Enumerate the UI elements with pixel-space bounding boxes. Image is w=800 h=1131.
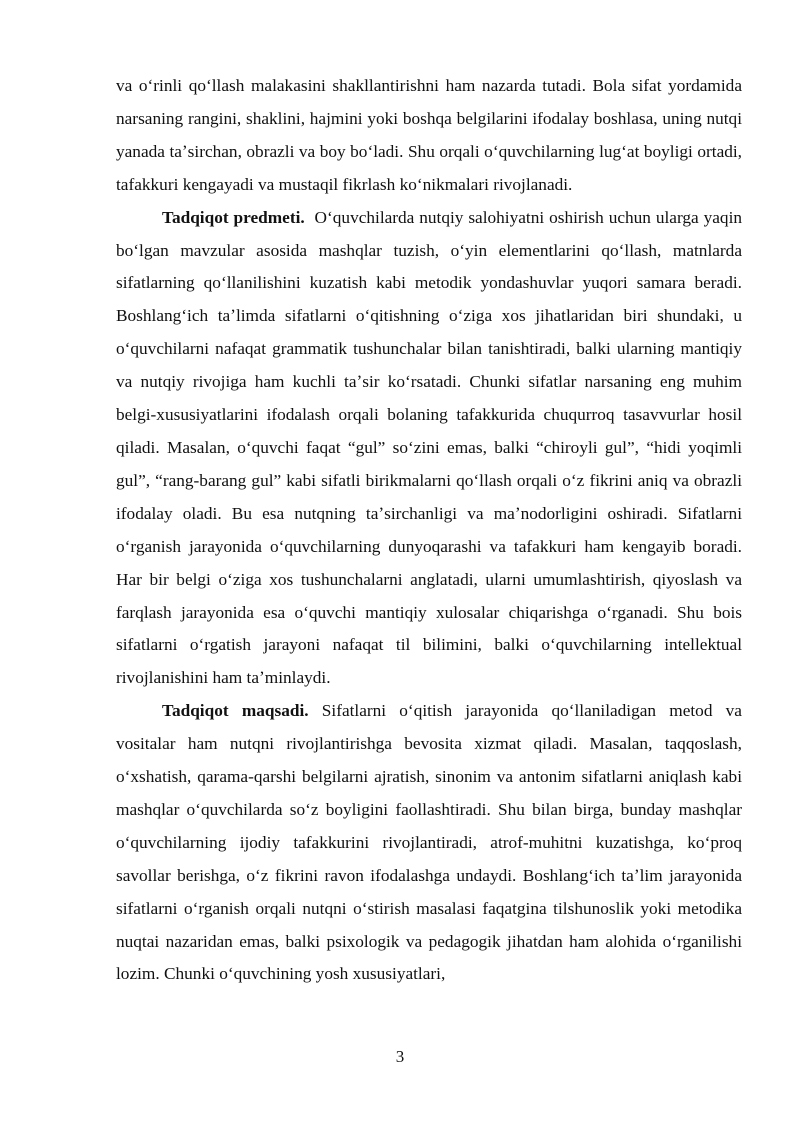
paragraph-intro-text: va oʻrinli qoʻllash malakasini shakllantirishni ham nazarda tutadi. Bola sifat yordamida narsaning rangini, shaklini, hajmini yoki boshqa belgilarini ifodalay boshlasa, uning nutqi yanada taʼsirchan, obrazli va boy boʻladi. Shu orqali oʻquvchilarning lugʻat boyligi ortadi, tafakkuri kengayadi va mustaqil fikrlash koʻnikmalari rivojlanadi. [116,76,742,194]
paragraph-intro [116,70,742,202]
heading-research-subject: Tadqiqot predmeti. [162,207,305,227]
paragraph-research-subject [116,202,742,696]
page-number: 3 [395,1047,405,1066]
paragraph-research-subject-text: Oʻquvchilarda nutqiy salohiyatni oshirish uchun ularga yaqin boʻlgan mavzular asosida mashqlar tuzish, oʻyin elementlarini qoʻllash, matnlarda sifatlarning qoʻllanilishini kuzatish kabi metodik yondashuvlar yuqori samara beradi. Boshlangʻich taʼlimda sifatlarni oʻqitishning oʻziga xos jihatlaridan biri shundaki, u oʻquvchilarni nafaqat grammatik tushunchalar bilan tanishtiradi, balki ularning mantiqiy va nutqiy rivojiga ham kuchli taʼsir koʻrsatadi. Chunki sifatlar narsaning eng muhim belgi-xususiyatlarini ifodalash orqali bolaning tafakkurida chuqurroq tasavvurlar hosil qiladi. Masalan, oʻquvchi faqat “gul” soʻzini emas, balki “chiroyli gul”, “hidi yoqimli gul”, “rang-barang gul” kabi sifatli birikmalarni qoʻllash orqali oʻz fikrini aniq va obrazli ifodalay oladi. Bu esa nutqning taʼsirchanligi va maʼnodorligini oshiradi. Sifatlarni oʻrganish jarayonida oʻquvchilarning dunyoqarashi va tafakkuri ham kengayib boradi. Har bir belgi oʻziga xos tushunchalarni anglatadi, ularni umumlashtirish, qiyoslash va farqlash jarayonida esa oʻquvchi mantiqiy xulosalar chiqarishga oʻrganadi. Shu bois sifatlarni oʻrgatish jarayoni nafaqat til bilimini, balki oʻquvchilarning intellektual rivojlanishini ham taʼminlaydi. [116,207,743,688]
document-page [116,70,742,991]
heading-research-goal: Tadqiqot maqsadi. [162,701,309,721]
paragraph-research-goal [116,695,742,991]
paragraph-research-goal-text: Sifatlarni oʻqitish jarayonida qoʻllaniladigan metod va vositalar ham nutqni rivojlantirishga bevosita xizmat qiladi. Masalan, taqqoslash, oʻxshatish, qarama-qarshi belgilarni ajratish, sinonim va antonim sifatlarni aniqlash kabi mashqlar oʻquvchilarda soʻz boyligini faollashtiradi. Shu bilan birga, bunday mashqlar oʻquvchilarning ijodiy tafakkurini rivojlantiradi, atrof-muhitni kuzatishga, koʻproq savollar berishga, oʻz fikrini ravon ifodalashga undaydi. Boshlangʻich taʼlim jarayonida sifatlarni oʻrganish orqali nutqni oʻstirish masalasi faqatgina tilshunoslik yoki metodika nuqtai nazaridan emas, balki psixologik va pedagogik jihatdan ham alohida oʻrganilishi lozim. Chunki oʻquvchining yosh xususiyatlari, [116,701,742,984]
